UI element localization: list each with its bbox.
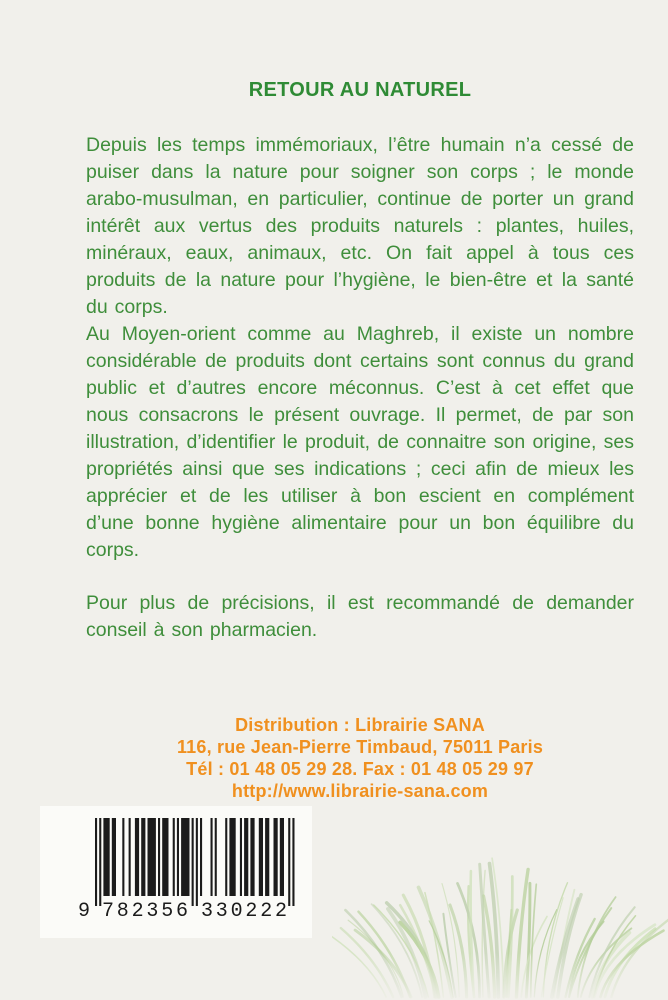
barcode-bar	[274, 818, 278, 896]
barcode-bar	[225, 818, 227, 896]
barcode-bar	[288, 818, 290, 906]
barcode-bar	[292, 818, 294, 906]
barcode-digit-group: 9	[77, 900, 90, 923]
paragraph: Au Moyen-orient comme au Maghreb, il existe un nombre considérable de produits dont certains sont connus du grand public et d’autres encore méconnus. C’est à cet effet que nous consacrons le présent ouvrage. Il permet, de par son illustration, d’identifier le produit, de connaitre son origine, ses propriétés ainsi que ses indications ; ceci afin de mieux les apprécier et de les utiliser à bon escient en complément d’une bonne hygiène alimentaire pour un bon équilibre du corps.	[86, 323, 634, 561]
barcode-bar	[211, 818, 213, 896]
barcode-bar	[240, 818, 242, 896]
barcode-digit-group: 782356	[102, 900, 188, 923]
barcode-bar	[200, 818, 202, 896]
barcode-bar	[129, 818, 131, 896]
body-text	[86, 132, 634, 644]
barcode-bar	[229, 818, 235, 896]
barcode-bar	[148, 818, 156, 896]
barcode-bar	[99, 818, 101, 906]
barcode-bar	[158, 818, 160, 896]
barcode-number	[78, 900, 287, 923]
barcode-bar	[181, 818, 189, 896]
barcode-bar	[162, 818, 168, 896]
barcode-bar	[141, 818, 145, 896]
paragraph: Pour plus de précisions, il est recommandé de demander conseil à son pharmacien.	[86, 592, 634, 641]
barcode-bar	[259, 818, 263, 896]
barcode-bar	[135, 818, 139, 896]
distribution-phone-fax: Tél : 01 48 05 29 28. Fax : 01 48 05 29 97	[186, 759, 534, 779]
grass-illustration	[332, 835, 668, 1000]
grass-fade-overlay	[332, 953, 668, 1000]
barcode-bars	[95, 818, 295, 906]
barcode-bar	[196, 818, 198, 906]
barcode-bar	[265, 818, 269, 896]
barcode-digit-group: 330222	[201, 900, 287, 923]
barcode-bar	[244, 818, 248, 896]
barcode-bar	[215, 818, 217, 896]
distribution-block	[86, 714, 634, 802]
barcode	[40, 806, 312, 938]
distribution-name: Distribution : Librairie SANA	[235, 715, 485, 735]
barcode-bar	[95, 818, 97, 906]
page-title: RETOUR AU NATUREL	[248, 79, 472, 101]
barcode-bar	[192, 818, 194, 906]
barcode-graphic	[40, 806, 312, 938]
barcode-bar	[280, 818, 284, 896]
distribution-address: 116, rue Jean-Pierre Timbaud, 75011 Paris	[176, 737, 544, 757]
barcode-bar	[122, 818, 124, 896]
distribution-website: http://www.librairie-sana.com	[231, 781, 489, 801]
barcode-bar	[250, 818, 254, 896]
barcode-bar	[112, 818, 116, 896]
barcode-bar	[173, 818, 175, 896]
text-column	[86, 78, 634, 644]
barcode-bar	[103, 818, 109, 896]
barcode-bar	[177, 818, 179, 896]
paragraph: Depuis les temps immémoriaux, l’être humain n’a cessé de puiser dans la nature pour soigner son corps ; le monde arabo-musulman, en particulier, continue de porter un grand intérêt aux vertus des produits naturels : plantes, huiles, minéraux, eaux, animaux, etc. On fait appel à tous ces produits de la nature pour l’hygiène, le bien-être et la santé du corps.	[86, 134, 634, 318]
